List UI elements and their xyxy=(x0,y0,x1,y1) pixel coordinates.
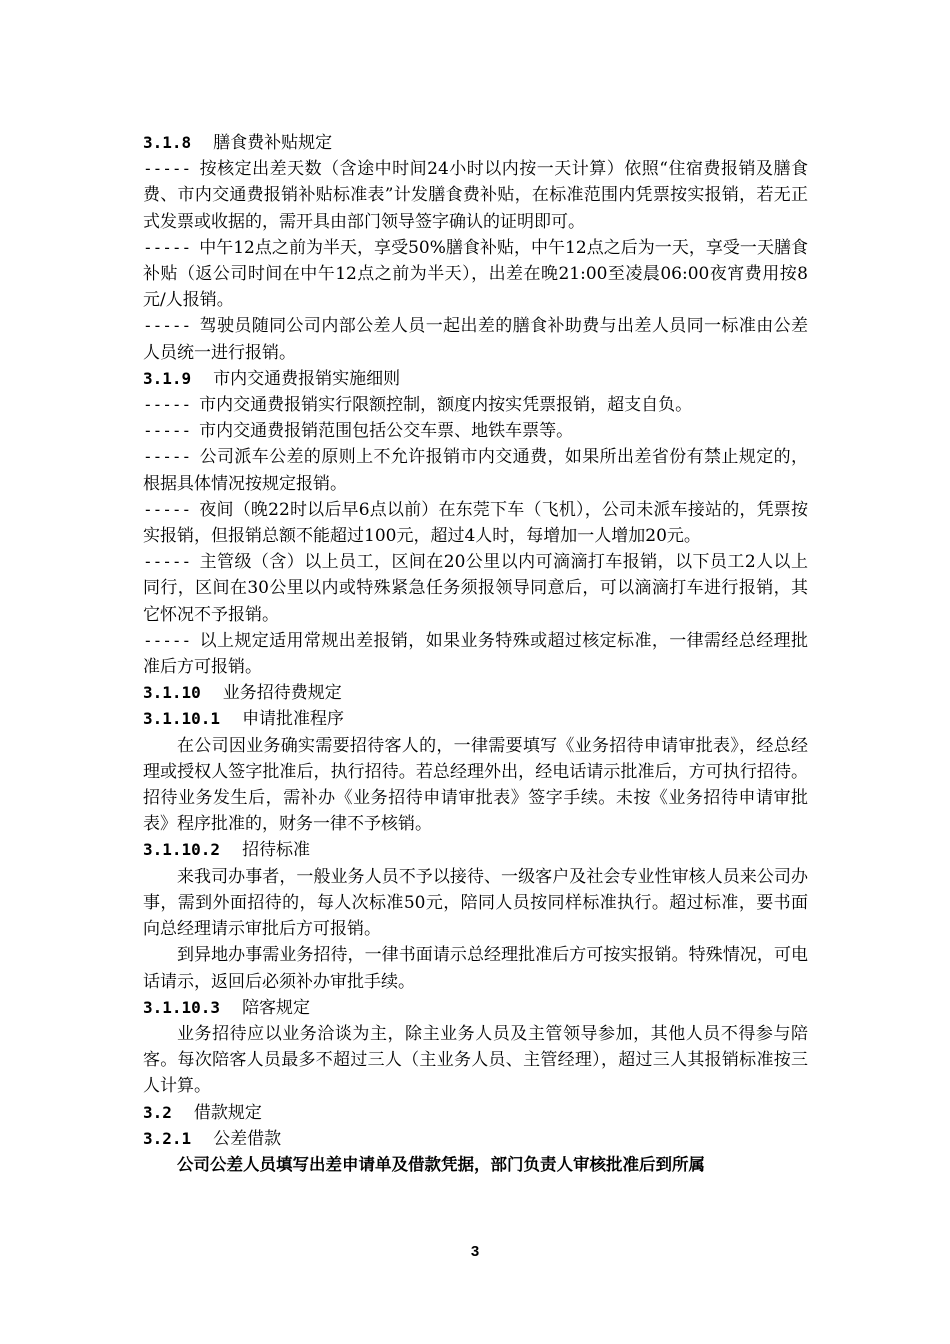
dash-marker: ----- xyxy=(143,499,192,519)
section-number: 3.1.8 xyxy=(143,133,192,152)
section-heading-3-1-8 xyxy=(143,130,808,156)
list-item: ----- 主管级（含）以上员工，区间在20公里以内可滴滴打车报销，以下员工2人以上同行，区间在30公里以内或特殊紧急任务须报领导同意后，可以滴滴打车进行报销，其它怀况不予报销。 xyxy=(143,552,808,625)
dash-marker: ----- xyxy=(143,421,192,441)
dash-marker: ----- xyxy=(143,395,192,415)
section-heading-3-1-10-2 xyxy=(143,837,808,863)
section-number: 3.1.10.2 xyxy=(143,840,221,860)
dash-marker: ----- xyxy=(143,447,192,467)
section-title: 市内交通费报销实施细则 xyxy=(213,368,401,389)
section-number: 3.1.10.1 xyxy=(143,709,221,729)
paragraph: 来我司办事者，一般业务人员不予以接待、一级客户及社会专业性审核人员来公司办事，需到外面招待的，每人次标准50元，陪同人员按同样标准执行。超过标准，要书面向总经理请示审批后方可报销。 xyxy=(143,866,808,940)
dash-marker: ----- xyxy=(143,159,192,179)
paragraph: 公司公差人员填写出差申请单及借款凭据，部门负责人审核批准后到所属 xyxy=(177,1154,705,1174)
dash-marker: ----- xyxy=(143,237,192,257)
section-title: 陪客规定 xyxy=(242,997,311,1018)
section-heading-3-2 xyxy=(143,1100,808,1126)
list-item: ----- 夜间（晚22时以后早6点以前）在东莞下车（飞机），公司未派车接站的，凭票按实报销，但报销总额不能超过100元，超过4人时，每增加一人增加20元。 xyxy=(143,499,808,547)
section-number: 3.2.1 xyxy=(143,1128,192,1148)
section-heading-3-1-10-3 xyxy=(143,995,808,1021)
list-item: ----- 市内交通费报销范围包括公交车票、地铁车票等。 xyxy=(143,421,574,442)
section-heading-3-2-1 xyxy=(143,1126,808,1152)
dash-marker: ----- xyxy=(143,630,192,650)
section-title: 膳食费补贴规定 xyxy=(213,133,333,153)
section-title: 招待标准 xyxy=(242,840,311,861)
list-item: ----- 公司派车公差的原则上不允许报销市内交通费，如果所出差省份有禁止规定的，根据具体情况按规定报销。 xyxy=(143,447,808,494)
document-page xyxy=(143,130,808,1178)
section-number: 3.1.10 xyxy=(143,683,201,703)
list-item: ----- 按核定出差天数（含途中时间24小时以内按一天计算）依照“住宿费报销及膳食费、市内交通费报销补贴标准表”计发膳食费补贴，在标准范围内凭票按实报销，若无正式发票或收据的，需开具由部门领导签字确认的证明即可。 xyxy=(143,159,808,232)
paragraph: 业务招待应以业务洽谈为主，除主业务人员及主管领导参加，其他人员不得参与陪客。每次陪客人员最多不超过三人（主业务人员、主管经理），超过三人其报销标准按三人计算。 xyxy=(143,1023,808,1097)
section-heading-3-1-9 xyxy=(143,366,808,392)
section-number: 3.2 xyxy=(143,1102,172,1122)
section-number: 3.1.9 xyxy=(143,368,192,388)
list-item: ----- 市内交通费报销实行限额控制，额度内按实凭票报销，超支自负。 xyxy=(143,395,693,416)
list-item: ----- 中午12点之前为半天，享受50%膳食补贴，中午12点之后为一天，享受一天膳食补贴（返公司时间在中午12点之前为半天），出差在晚21:00至凌晨06:00夜宵费用按8元/人报销。 xyxy=(143,237,808,311)
page-number: 3 xyxy=(470,1243,480,1260)
section-title: 申请批准程序 xyxy=(242,709,345,730)
section-title: 业务招待费规定 xyxy=(222,683,342,704)
list-item: ----- 驾驶员随同公司内部公差人员一起出差的膳食补助费与出差人员同一标准由公差人员统一进行报销。 xyxy=(143,316,808,363)
section-heading-3-1-10 xyxy=(143,680,808,706)
dash-marker: ----- xyxy=(143,552,192,572)
list-item: ----- 以上规定适用常规出差报销，如果业务特殊或超过核定标准，一律需经总经理批准后方可报销。 xyxy=(143,630,808,678)
section-title: 公差借款 xyxy=(213,1128,282,1149)
section-title: 借款规定 xyxy=(193,1102,262,1123)
dash-marker: ----- xyxy=(143,316,192,336)
section-number: 3.1.10.3 xyxy=(143,997,221,1017)
paragraph: 在公司因业务确实需要招待客人的，一律需要填写《业务招待申请审批表》，经总经理或授权人签字批准后，执行招待。若总经理外出，经电话请示批准后，方可执行招待。招待业务发生后，需补办《业务招待申请审批表》签字手续。未按《业务招待申请审批表》程序批准的，财务一律不予核销。 xyxy=(143,735,808,835)
section-heading-3-1-10-1 xyxy=(143,706,808,732)
paragraph: 到异地办事需业务招待，一律书面请示总经理批准后方可按实报销。特殊情况，可电话请示，返回后必须补办审批手续。 xyxy=(143,945,808,992)
